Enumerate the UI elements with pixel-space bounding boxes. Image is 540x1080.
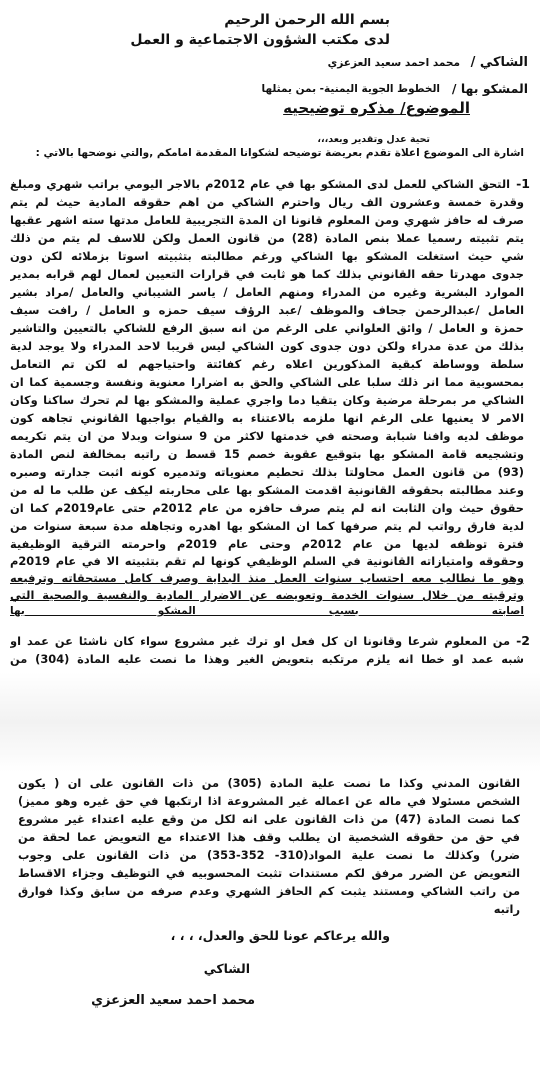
point-1-line: حمزة و العامل / وائق العلواني على الرغم من انه سبق الرفع للشاكي بالتعيين والتاشير (10, 321, 524, 335)
point-2-number: 2- (516, 633, 530, 648)
addressee: لدى مكتب الشؤون الاجتماعية و العمل (130, 32, 390, 48)
point-1-line: بذلك من عدة مدراء ولكن دون جدوى كون الشاكي ليس قريبا لاحد المدراء ولا يوجد لدية (10, 339, 524, 353)
continuation-line: كما نصت المادة (47) من ذات القانون على انه لكل من وقع عليه اعتداء غير مشروع (18, 812, 520, 826)
intro-line: اشارة الى الموضوع اعلاة تقدم بعريضة توضيحه لشكوانا المقدمة امامكم ,والتي نوضحها بالاتي : (35, 147, 524, 159)
point-1-line: حقوق حيث وان الثابت انه لم يتم صرف حافزه من عام 2012م حتى عام2019م كما ان (10, 501, 524, 515)
point-1-line: (93) من قانون العمل محاولتا بذلك تحطيم معنوياته وتدميره كونه اثبت جدارته وصبره (10, 465, 524, 479)
demand-line: وترقيته من خلال سنوات الخدمة وتعويضه عن الاضرار المادية والنفسية والصحية التي (10, 588, 524, 602)
point-1-line: العامل /عبدالرحمن جحاف والموظف /عبد الرؤف سيف حمزه و العامل / رافت سيف (10, 303, 524, 317)
subject-line: الموضوع/ مذكره توضيحيه (283, 100, 470, 117)
demand-line: اصابته بسبب المشكو بها (10, 605, 524, 617)
point-1-line: وعند مطالبته بحقوقه القانونية اقدمت المشكو بها على محاربته ليكف عن طلب ما له من (10, 483, 524, 497)
continuation-line: التعويض عن الضرر مرفق لكم مستندات تثبت المحسوبيه في التوظيف وجزاء الاقساط (18, 866, 520, 880)
point-1-line: يتم تثبيته رسميا عملا بنص المادة (28) من قانون العمل ولكن للاسف لم يتم من ذلك (10, 231, 524, 245)
point-1-line: لدية فارق رواتب لم يتم صرفها كما ان المشكو بها اهدره وتجاهله مدة سبعة سنوات من (10, 519, 524, 533)
point-1-line: الشاكي مر بمرحلة مرضية وكان يتقيا دما واجري عملية والمشكو بها لم تحرك ساكنا وكان (10, 393, 524, 407)
continuation-line: راتبه (493, 902, 520, 916)
continuation-line: الشخص مسئولا في ماله عن اعماله غير المشروعة اذا ارتكبها في حق غيره وهو مميز) (18, 794, 520, 808)
point-1-line: وقدرة خمسة وعشرون الف ريال واحترم الشاكي من اهم حقوقه المادية حيث لم يتم (10, 195, 524, 209)
point-1-line: الموارد البشرية وغيره من المدراء ومنهم العامل / ياسر الشيباني والعامل /مراد بشير (10, 285, 524, 299)
point-1-line: صرف له حافز شهري ومن المعلوم قانونا ان المدة التجريبية للعامل مدتها سته اشهر عقبها (10, 213, 524, 227)
point-1-line: وحقوقه وامتيازاته القانونية في السلم الوظيفي كونها لم تقم بتثبيته الا في عام 2019م (10, 554, 524, 568)
signature-role: الشاكي (203, 961, 250, 976)
demand-line: وهو ما نطالب معه احتساب سنوات العمل منذ البداية وصرف كامل مستحقاته وترفيعه (10, 571, 524, 585)
defendant-label: المشكو بها / (451, 81, 528, 96)
point-1-line: التحق الشاكي للعمل لدى المشكو بها في عام 2012م بالاجر اليومي براتب شهري ومبلغ (10, 177, 510, 191)
point-1-line: موظف لديه وافنا شبابة وصحته في خدمتها لاكثر من 9 سنوات وبدلا من ان يتم تكريمه (10, 429, 524, 443)
page-break-area (0, 672, 540, 772)
basmala: بسم الله الرحمن الرحيم (224, 12, 390, 28)
closing-line: والله يرعاكم عونا للحق والعدل، ، ، ، (170, 928, 390, 943)
point-1-line: الامر لا يعنيها على الرغم انها ملزمه بالاعتناء به والقيام بواجبها القانوني تجاهه كون (10, 411, 524, 425)
continuation-line: في حق من حقوقه الشخصية ان يطلب وقف هذا الاعتداء مع التعويض عما لحقة من (18, 830, 520, 844)
point-1-line: شي حيث استغلت المشكو بها الشاكي ورغم مطالبته بتثبيته اسوتا بزملائه لكن دون (10, 249, 524, 263)
continuation-line: القانون المدني وكذا ما نصت علية المادة (305) من ذات القانون على ان ( يكون (18, 776, 520, 790)
point-1-line: وتشجيعه قامة المشكو بها بتوقيع عقوبة خصم 15 قسط ن راتبه بمخالفة لنص المادة (10, 447, 524, 461)
point-1-line: سلطة ووساطة كبقية المذكورين اعلاه رغم كفائتة واحتياجهم له لكن تم التعامل (10, 357, 524, 371)
defendant-name: الخطوط الجوية اليمنية- بمن يمثلها (261, 83, 440, 95)
point-2-line: شبه عمد او خطا انه يلزم مرتكبه بتعويض الغير وهذا ما نصت عليه المادة (304) من (10, 652, 524, 666)
point-2-line: من المعلوم شرعا وقانونا ان كل فعل او ترك غير مشروع سواء كان ناشئا عن عمد او (10, 634, 510, 648)
greeting: تحية عدل وتقدير وبعد،،، (317, 134, 430, 145)
point-1-line: جدوى مهدرتا حقه القانوني بذلك كما هو ثابت في قرارات التعيين لعمال لهم قرابه بمدير (10, 267, 524, 281)
continuation-line: ضرر) وكذلك ما نصت علية المواد(310- 352-353) من ذات القانون على وجوب (18, 848, 520, 862)
signature-name: محمد احمد سعيد العزعزي (91, 993, 255, 1008)
point-1-number: 1- (516, 176, 530, 191)
point-1-line: فترة توظفه لديها من عام 2012م وحتى عام 2019م واحرمته الترقية الوظيفية (10, 537, 524, 551)
continuation-line: من راتب الشاكي ومستند يثبت كم الحافز الشهري وعدم صرفه من سابق وكذا فوارق (18, 884, 520, 898)
point-1-line: بمحسوبية مما انر ذلك سلبا على الشاكي والحق به اضرارا معنوية ونفسة وجسمية كما ان (10, 375, 524, 389)
plaintiff-name: محمد احمد سعيد العزعزي (327, 57, 460, 69)
plaintiff-label: الشاكي / (470, 55, 528, 70)
